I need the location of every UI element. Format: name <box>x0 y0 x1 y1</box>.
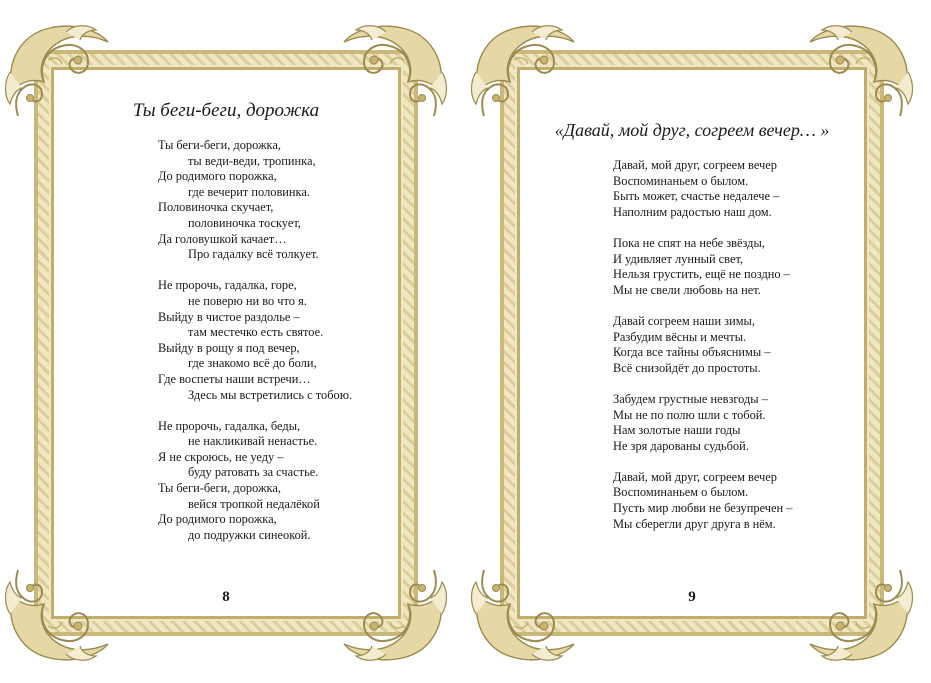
poem-line: Половиночка скучает, <box>158 200 274 215</box>
poem-line: Давай, мой друг, согреем вечер <box>613 158 777 172</box>
poem-text <box>158 138 352 559</box>
right-page <box>476 28 908 658</box>
poem-line: И удивляет лунный свет, <box>613 251 744 266</box>
poem-line: Мы сберегли друг друга в нём. <box>613 516 776 531</box>
poem-line: не накликивай ненастье. <box>188 434 318 449</box>
poem-line: Да головушкой качает… <box>158 231 287 246</box>
page-number: 9 <box>688 589 696 605</box>
poem-line: Ты беги-беги, дорожка, <box>158 481 281 496</box>
poem-line: до подружки синеокой. <box>188 527 311 542</box>
stanza <box>158 419 352 544</box>
page-number: 8 <box>222 589 230 605</box>
stanza <box>158 138 352 263</box>
poem-line: где вечерит половинка. <box>188 184 310 199</box>
poem-line: буду ратовать за счастье. <box>188 465 319 480</box>
poem-line: Давай согреем наши зимы, <box>613 313 755 328</box>
poem-line: Мы не по полю шли с тобой. <box>613 407 766 422</box>
poem-line: Не пророчь, гадалка, беды, <box>158 418 301 433</box>
poem-line: Забудем грустные невзгоды – <box>613 391 768 406</box>
poem-line: Ты беги-беги, дорожка, <box>158 138 281 152</box>
poem-line: не поверю ни во что я. <box>188 293 307 308</box>
poem-line: До родимого порожка, <box>158 512 277 527</box>
poem-line: Пусть мир любви не безупречен – <box>613 501 793 516</box>
stanza <box>613 314 792 376</box>
poem-title: Ты беги-беги, дорожка <box>132 100 320 121</box>
poem-line: Разбудим вёсны и мечты. <box>613 329 747 344</box>
poem-line: Не пророчь, гадалка, горе, <box>158 278 297 293</box>
poem-line: Наполним радостью наш дом. <box>613 204 772 219</box>
poem-line: Воспоминаньем о былом. <box>613 485 749 500</box>
poem-line: Всё снизойдёт до простоты. <box>613 360 761 375</box>
poem-line: Где воспеты наши встречи… <box>158 371 311 386</box>
poem-line: Когда все тайны объяснимы – <box>613 345 771 360</box>
poem-line: Нельзя грустить, ещё не поздно – <box>613 267 790 282</box>
poem-text <box>613 158 792 548</box>
poem-line: там местечко есть святое. <box>188 325 324 340</box>
stanza <box>613 236 792 298</box>
poem-line: где знакомо всё до боли, <box>188 356 317 371</box>
poem-line: Быть может, счастье недалече – <box>613 189 780 204</box>
poem-line: половиночка тоскует, <box>188 215 301 230</box>
stanza <box>613 392 792 454</box>
stanza <box>613 470 792 532</box>
stanza <box>613 158 792 220</box>
poem-line: Я не скроюсь, не уеду – <box>158 449 284 464</box>
poem-line: вейся тропкой недалёкой <box>188 496 320 511</box>
poem-line: Пока не спят на небе звёзды, <box>613 235 765 250</box>
poem-line: Мы не свели любовь на нет. <box>613 282 761 297</box>
poem-line: Про гадалку всё толкует. <box>188 247 319 262</box>
poem-line: До родимого порожка, <box>158 169 277 184</box>
poem-line: ты веди-веди, тропинка, <box>188 153 316 168</box>
poem-line: Выйду в рощу я под вечер, <box>158 340 300 355</box>
poem-line: Давай, мой друг, согреем вечер <box>613 469 777 484</box>
poem-title: «Давай, мой друг, согреем вечер… » <box>554 120 830 140</box>
poem-line: Нам золотые наши годы <box>613 423 741 438</box>
poem-line: Воспоминаньем о былом. <box>613 173 749 188</box>
poem-line: Здесь мы встретились с тобою. <box>188 387 353 402</box>
stanza <box>158 278 352 403</box>
left-page <box>10 28 442 658</box>
poem-line: Не зря дарованы судьбой. <box>613 438 749 453</box>
poem-line: Выйду в чистое раздолье – <box>158 309 300 324</box>
